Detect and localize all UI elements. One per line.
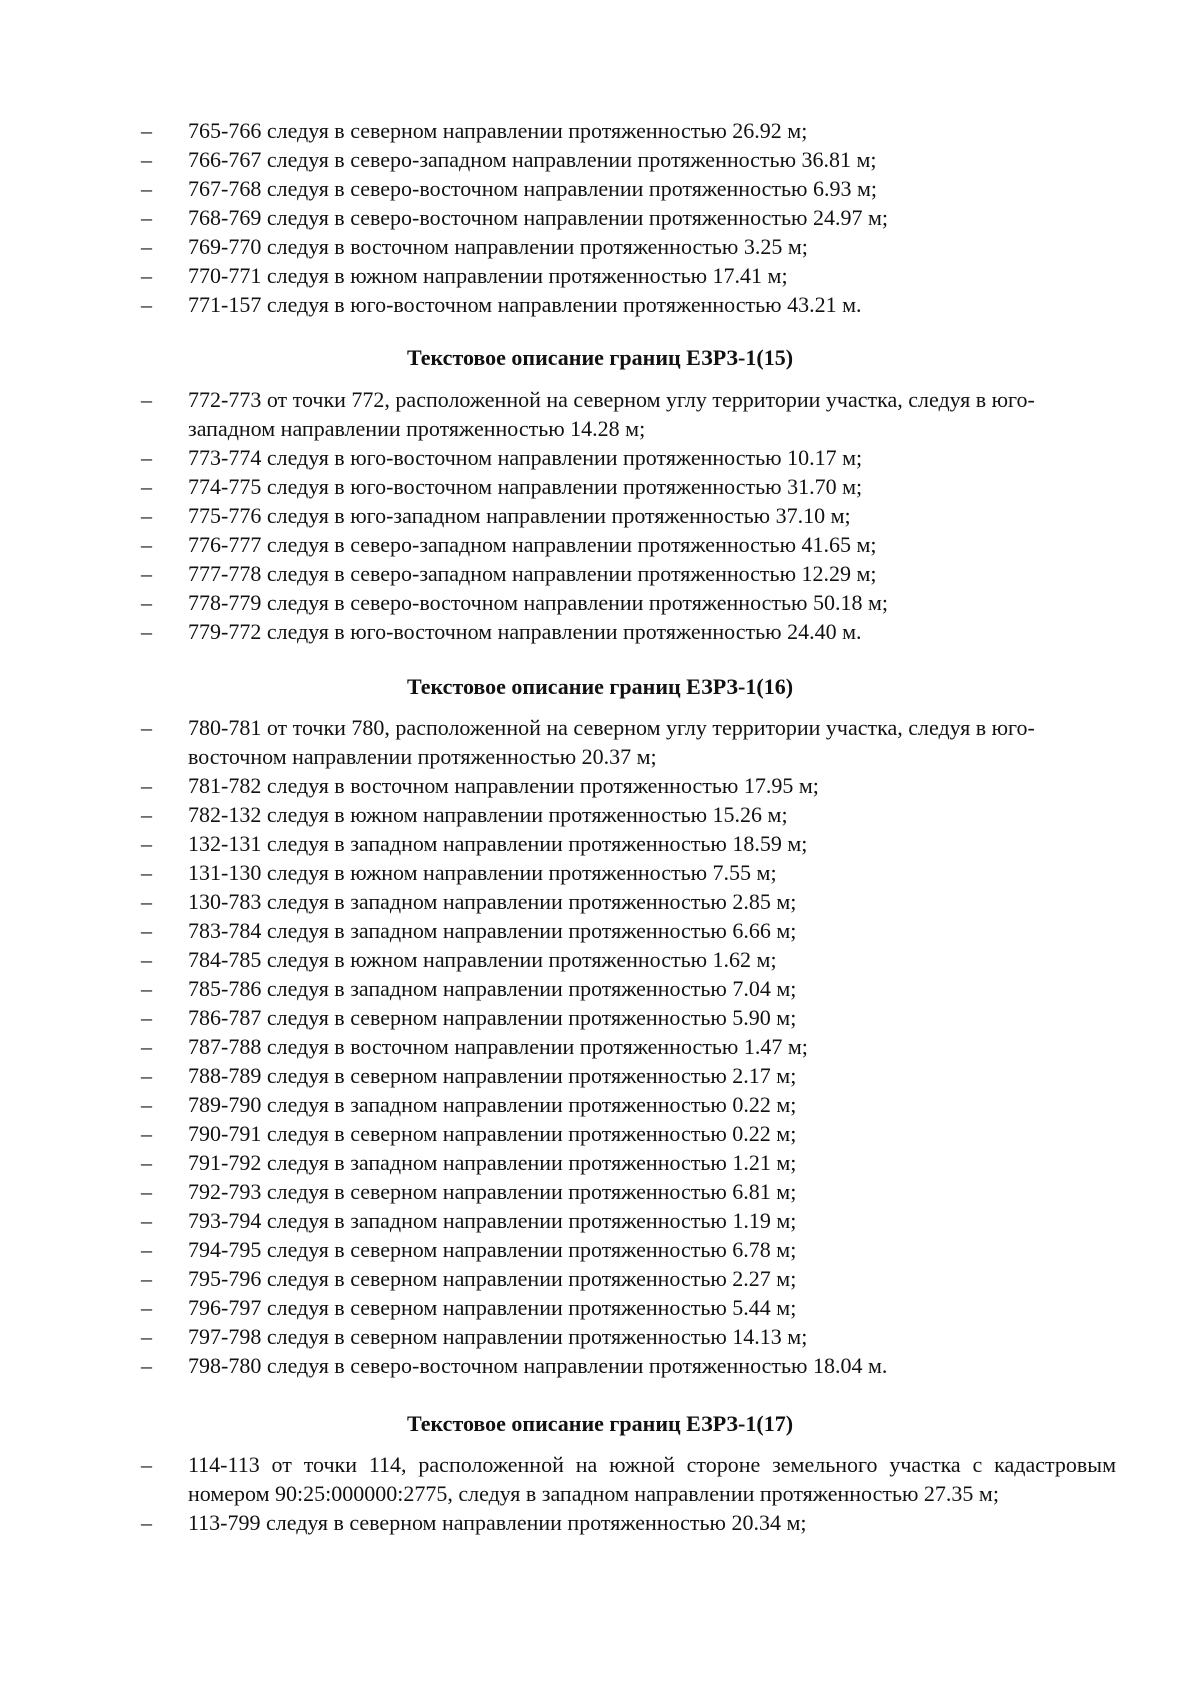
list-item-text: 788-789 следуя в северном направлении протяженностью 2.17 м; <box>188 1063 797 1088</box>
list-dash-marker: – <box>141 1266 152 1291</box>
list-item <box>0 1235 1200 1264</box>
list-item-text: 795-796 следуя в северном направлении протяженностью 2.27 м; <box>188 1266 797 1291</box>
list-item <box>0 559 1200 588</box>
section-heading-16: Текстовое описание границ ЕЗРЗ-1(16) <box>406 674 794 699</box>
list-dash-marker: – <box>141 532 152 557</box>
list-item <box>0 1090 1200 1119</box>
list-dash-marker: – <box>141 860 152 885</box>
list-item <box>0 1119 1200 1148</box>
list-item <box>0 1508 1200 1537</box>
list-dash-marker: – <box>141 1005 152 1030</box>
list-item-text: 770-771 следуя в южном направлении протяженностью 17.41 м; <box>188 263 788 288</box>
list-item <box>0 1148 1200 1177</box>
list-item-text: 791-792 следуя в западном направлении протяженностью 1.21 м; <box>188 1150 797 1175</box>
list-item <box>0 174 1200 203</box>
list-dash-marker: – <box>141 889 152 914</box>
list-item-text: 113-799 следуя в северном направлении протяженностью 20.34 м; <box>188 1510 807 1535</box>
list-item <box>0 713 1200 771</box>
list-dash-marker: – <box>141 1092 152 1117</box>
list-item <box>0 1322 1200 1351</box>
list-dash-marker: – <box>141 619 152 644</box>
list-dash-marker: – <box>141 831 152 856</box>
list-item-text: 776-777 следуя в северо-западном направлении протяженностью 41.65 м; <box>188 532 877 557</box>
list-dash-marker: – <box>141 561 152 586</box>
list-dash-marker: – <box>141 292 152 317</box>
list-item <box>0 588 1200 617</box>
list-item <box>0 290 1200 319</box>
list-item <box>0 1003 1200 1032</box>
list-item <box>0 116 1200 145</box>
list-dash-marker: – <box>141 1324 152 1349</box>
list-item <box>0 916 1200 945</box>
list-item <box>0 887 1200 916</box>
list-item-text: 790-791 следуя в северном направлении протяженностью 0.22 м; <box>188 1121 797 1146</box>
boundary-list-15 <box>0 385 1200 646</box>
list-item-text: 775-776 следуя в юго-западном направлении протяженностью 37.10 м; <box>188 503 851 528</box>
list-dash-marker: – <box>141 1208 152 1233</box>
list-dash-marker: – <box>141 387 152 412</box>
list-item-text: 794-795 следуя в северном направлении протяженностью 6.78 м; <box>188 1237 797 1262</box>
list-item <box>0 472 1200 501</box>
list-item-text: 797-798 следуя в северном направлении протяженностью 14.13 м; <box>188 1324 808 1349</box>
list-dash-marker: – <box>141 802 152 827</box>
list-dash-marker: – <box>141 445 152 470</box>
list-dash-marker: – <box>141 773 152 798</box>
list-item <box>0 232 1200 261</box>
list-item <box>0 617 1200 646</box>
list-item-text: 767-768 следуя в северо-восточном направлении протяженностью 6.93 м; <box>188 176 878 201</box>
list-dash-marker: – <box>141 1353 152 1378</box>
list-dash-marker: – <box>141 1034 152 1059</box>
list-dash-marker: – <box>141 147 152 172</box>
list-item-text: 779-772 следуя в юго-восточном направлении протяженностью 24.40 м. <box>188 619 862 644</box>
list-item <box>0 1032 1200 1061</box>
list-item-text: 798-780 следуя в северо-восточном направлении протяженностью 18.04 м. <box>188 1353 888 1378</box>
list-dash-marker: – <box>141 1237 152 1262</box>
list-item-text: 781-782 следуя в восточном направлении протяженностью 17.95 м; <box>188 773 819 798</box>
list-item <box>0 800 1200 829</box>
list-dash-marker: – <box>141 1063 152 1088</box>
list-dash-marker: – <box>141 918 152 943</box>
list-dash-marker: – <box>141 474 152 499</box>
list-item <box>0 443 1200 472</box>
list-item <box>0 1293 1200 1322</box>
list-item <box>0 1264 1200 1293</box>
list-item <box>0 974 1200 1003</box>
list-dash-marker: – <box>141 590 152 615</box>
list-item-text: 782-132 следуя в южном направлении протяженностью 15.26 м; <box>188 802 788 827</box>
list-item-text: 768-769 следуя в северо-восточном направлении протяженностью 24.97 м; <box>188 205 889 230</box>
list-dash-marker: – <box>141 263 152 288</box>
list-item-text: 789-790 следуя в западном направлении протяженностью 0.22 м; <box>188 1092 797 1117</box>
list-dash-marker: – <box>141 503 152 528</box>
list-item-text: 785-786 следуя в западном направлении протяженностью 7.04 м; <box>188 976 797 1001</box>
list-item <box>0 261 1200 290</box>
list-item <box>0 385 1200 443</box>
list-dash-marker: – <box>141 715 152 740</box>
list-item-text: 131-130 следуя в южном направлении протяженностью 7.55 м; <box>188 860 777 885</box>
list-item-text: 777-778 следуя в северо-западном направлении протяженностью 12.29 м; <box>188 561 877 586</box>
list-dash-marker: – <box>141 947 152 972</box>
list-item <box>0 1351 1200 1380</box>
list-dash-marker: – <box>141 1452 152 1477</box>
list-dash-marker: – <box>141 176 152 201</box>
list-item-text: 792-793 следуя в северном направлении протяженностью 6.81 м; <box>188 1179 797 1204</box>
list-item <box>0 203 1200 232</box>
list-dash-marker: – <box>141 234 152 259</box>
list-item <box>0 771 1200 800</box>
list-dash-marker: – <box>141 1150 152 1175</box>
section-heading-17: Текстовое описание границ ЕЗРЗ-1(17) <box>406 1411 794 1436</box>
list-item-text: 114-113 от точки 114, расположенной на южной стороне земельного участка с кадастровым номером 90:25:000000:2775, следуя в западном направлении протяженностью 27.35 м; <box>188 1452 1116 1506</box>
list-dash-marker: – <box>141 118 152 143</box>
boundary-list-16 <box>0 713 1200 1380</box>
list-item-text: 773-774 следуя в юго-восточном направлении протяженностью 10.17 м; <box>188 445 863 470</box>
list-item-text: 772-773 от точки 772, расположенной на северном углу территории участка, следуя в юго-западном направлении протяженностью 14.28 м; <box>188 387 1035 441</box>
list-item-text: 769-770 следуя в восточном направлении протяженностью 3.25 м; <box>188 234 808 259</box>
list-dash-marker: – <box>141 205 152 230</box>
list-item <box>0 145 1200 174</box>
list-item <box>0 501 1200 530</box>
list-dash-marker: – <box>141 1179 152 1204</box>
list-item <box>0 829 1200 858</box>
list-item-text: 774-775 следуя в юго-восточном направлении протяженностью 31.70 м; <box>188 474 863 499</box>
list-item <box>0 1206 1200 1235</box>
list-item-text: 783-784 следуя в западном направлении протяженностью 6.66 м; <box>188 918 797 943</box>
list-item-text: 130-783 следуя в западном направлении протяженностью 2.85 м; <box>188 889 797 914</box>
list-dash-marker: – <box>141 1295 152 1320</box>
list-item-text: 778-779 следуя в северо-восточном направлении протяженностью 50.18 м; <box>188 590 889 615</box>
list-item-text: 771-157 следуя в юго-восточном направлении протяженностью 43.21 м. <box>188 292 862 317</box>
list-item-text: 786-787 следуя в северном направлении протяженностью 5.90 м; <box>188 1005 797 1030</box>
list-item <box>0 1061 1200 1090</box>
list-item-text: 784-785 следуя в южном направлении протяженностью 1.62 м; <box>188 947 777 972</box>
list-item-text: 132-131 следуя в западном направлении протяженностью 18.59 м; <box>188 831 808 856</box>
boundary-list-17 <box>0 1450 1200 1537</box>
list-item <box>0 1450 1200 1508</box>
list-item <box>0 530 1200 559</box>
list-dash-marker: – <box>141 1121 152 1146</box>
list-item-text: 780-781 от точки 780, расположенной на северном углу территории участка, следуя в юго-восточном направлении протяженностью 20.37 м; <box>188 715 1035 769</box>
list-dash-marker: – <box>141 1510 152 1535</box>
list-item <box>0 945 1200 974</box>
list-item-text: 796-797 следуя в северном направлении протяженностью 5.44 м; <box>188 1295 797 1320</box>
list-item-text: 766-767 следуя в северо-западном направлении протяженностью 36.81 м; <box>188 147 877 172</box>
list-item-text: 793-794 следуя в западном направлении протяженностью 1.19 м; <box>188 1208 797 1233</box>
list-dash-marker: – <box>141 976 152 1001</box>
list-item-text: 765-766 следуя в северном направлении протяженностью 26.92 м; <box>188 118 808 143</box>
boundary-list-continued <box>0 116 1200 319</box>
list-item <box>0 1177 1200 1206</box>
list-item-text: 787-788 следуя в восточном направлении протяженностью 1.47 м; <box>188 1034 808 1059</box>
section-heading-15: Текстовое описание границ ЕЗРЗ-1(15) <box>406 345 794 370</box>
list-item <box>0 858 1200 887</box>
